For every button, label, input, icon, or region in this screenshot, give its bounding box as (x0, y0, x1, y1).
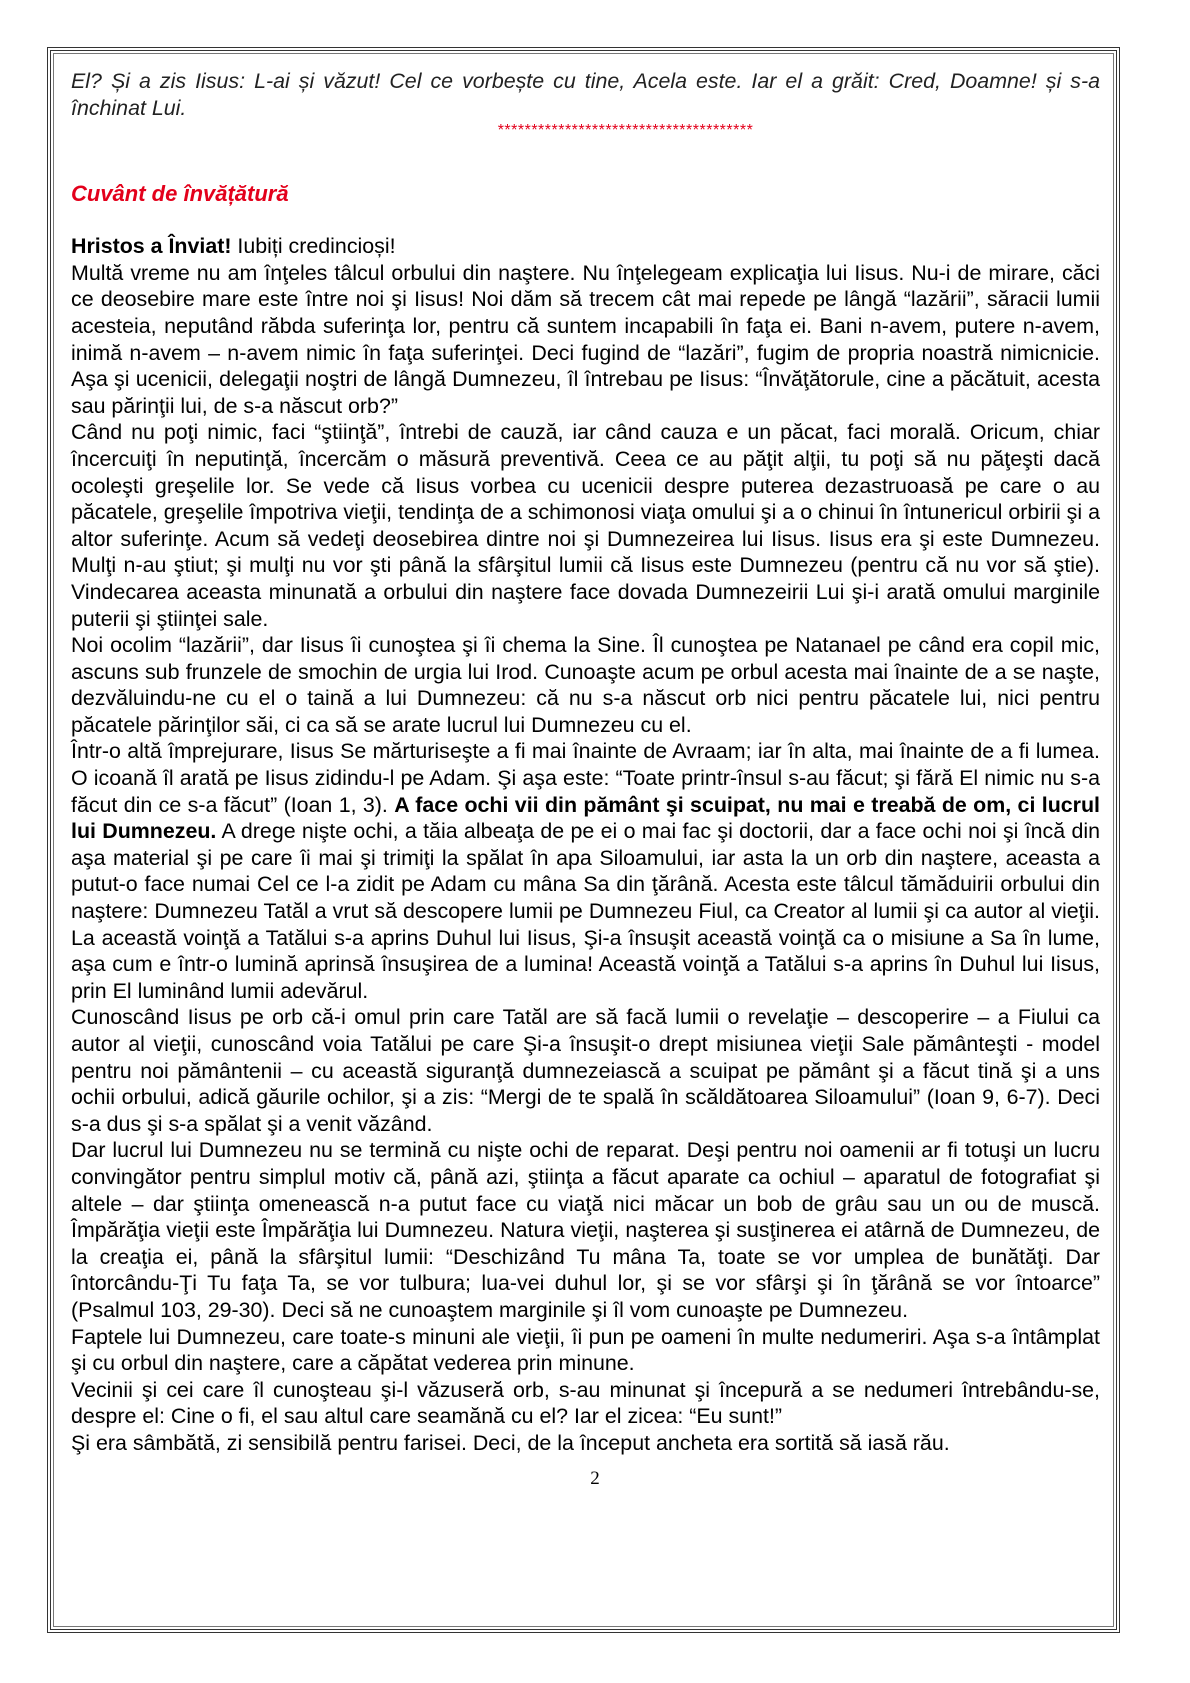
paragraph (71, 1004, 1100, 1137)
paragraph (71, 1324, 1100, 1377)
paragraph-text: Când nu poţi nimic, faci “ştiinţă”, întrebi de cauză, iar când cauza e un păcat, faci morală. Oricum, chiar încercuiţi în neputinţă, încercăm o măsură preventivă. Ceea ce au păţit alţii, tu poţi să nu păţeşti dacă ocoleşti greşelile lor. Se vede că Iisus vorbea cu ucenicii despre puterea dezastruoasă pe care o au păcatele, greşelile împotriva vieţii, tendinţa de a schimonosi viaţa omului şi a o chinui în întunericul orbirii şi a altor suferinţe. Acum să vedeţi deosebirea dintre noi şi Dumnezeirea lui Iisus. Iisus era şi este Dumnezeu. Mulţi n-au ştiut; şi mulţi nu vor şti până la sfârşitul lumii că Iisus este Dumnezeu (pentru că nu vor să ştie). Vindecarea aceasta minunată a orbului din naştere face dovada Dumnezeirii Lui şi-i arată omului marginile puterii şi ştiinţei sale. (71, 420, 1100, 631)
paragraph (71, 738, 1100, 1004)
paragraph-text: Vecinii şi cei care îl cunoşteau şi-l văzuseră orb, s-au minunat şi începură a se nedumeri întrebându-se, despre el: Cine o fi, el sau altul care seamănă cu el? Iar el zicea: “Eu sunt!” (71, 1377, 1100, 1429)
paragraph-text: Multă vreme nu am înţeles tâlcul orbului din naştere. Nu înţelegeam explicaţia lui Iisus. Nu-i de mirare, căci ce deosebire mare este între noi şi Iisus! Noi dăm să trecem cât mai repede pe lângă “lazării”, săracii lumii acesteia, neputând răbda suferinţa lor, pentru că suntem incapabili în faţa ei. Bani n-avem, putere n-avem, inimă n-avem – n-avem nimic în faţa suferinţei. Deci fugind de “lazări”, fugim de propria noastră nimicnicie. Aşa şi ucenicii, delegaţii noştri de lângă Dumnezeu, îl întrebau pe Iisus: “Învăţătorule, cine a păcătuit, acesta sau părinţii lui, de s-a născut orb?” (71, 260, 1100, 418)
paragraph-text: Noi ocolim “lazării”, dar Iisus îi cunoştea şi îi chema la Sine. Îl cunoştea pe Natanael pe când era copil mic, ascuns sub frunzele de smochin de urgia lui Irod. Cunoaşte acum pe orbul acesta mai înainte de a se naşte, dezvăluindu-ne cu el o taină a lui Dumnezeu: că nu s-a născut orb nici pentru păcatele lui, nici pentru păcatele părinţilor săi, ci ca să se arate lucrul lui Dumnezeu cu el. (71, 633, 1100, 737)
sermon-body (71, 233, 1100, 1456)
paragraph-text: A drege nişte ochi, a tăia albeaţa de pe ei o mai fac şi doctorii, dar a face ochi noi şi încă din aşa material şi pe care îi mai şi trimiţi la spălat în apa Siloamului, iar asta la un orb din naştere, aceasta a putut-o face numai Cel ce l-a zidit pe Adam cu mâna Sa din ţărână. Acesta este tâlcul tămăduirii orbului din naştere: Dumnezeu Tatăl a vrut să descopere lumii pe Dumnezeu Fiul, ca Creator al lumii şi ca autor al vieţii. La această voinţă a Tatălui s-a aprins Duhul lui Iisus, Şi-a însuşit această voinţă ca o misiune a Sa în lume, aşa cum e într-o lumină aprinsă însuşirea de a lumina! Această voinţă a Tatălui s-a aprins în Duhul lui Iisus, prin El luminând lumii adevărul. (71, 819, 1101, 1003)
intro-quote: El? Și a zis Iisus: L-ai și văzut! Cel ce vorbește cu tine, Acela este. Iar el a grăit: Cred, Doamne! și s-a închinat Lui. (71, 69, 1100, 120)
paragraph (71, 632, 1100, 738)
paragraph-text: Şi era sâmbătă, zi sensibilă pentru farisei. Deci, de la început ancheta era sortită să iasă rău. (71, 1430, 950, 1455)
paragraph-text: Într-o altă împrejurare, Iisus Se mărturiseşte a fi mai înainte de Avraam; iar în alta, mai înainte de a fi lumea. O icoană îl arată pe Iisus zidindu-l pe Adam. Şi aşa este: “Toate printr-însul s-au făcut; şi fără El nimic nu s-a făcut din ce s-a făcut” (Ioan 1, 3). (71, 739, 1100, 817)
greeting-rest: Iubiți credincioși! (231, 234, 396, 259)
paragraph (71, 1430, 1100, 1457)
greeting-bold: Hristos a Înviat! (71, 234, 232, 259)
separator-stars: ************************************** (497, 122, 754, 140)
paragraph-text: Cunoscând Iisus pe orb că-i omul prin care Tatăl are să facă lumii o revelaţie – descoperire – a Fiului ca autor al vieţii, cunoscând voia Tatălui pe care Şi-a însuşit-o drept misiunea vieţii Sale pământeşti - model pentru noi pământenii – cu această siguranţă dumnezeiască a scuipat pe pământ şi a făcut tină şi a uns ochii orbului, adică găurile ochilor, şi a zis: “Mergi de te spală în scăldătoarea Siloamului” (Ioan 9, 6-7). Deci s-a dus şi s-a spălat şi a venit văzând. (71, 1005, 1100, 1136)
paragraph (71, 1137, 1100, 1323)
document-content (71, 68, 1100, 1457)
paragraph (71, 260, 1100, 420)
paragraph-text: Dar lucrul lui Dumnezeu nu se termină cu nişte ochi de reparat. Deşi pentru noi oamenii ar fi totuşi un lucru convingător pentru simplul motiv că, până azi, ştiinţa a făcut aparate ca ochiul – aparatul de fotografiat şi altele – dar ştiinţa omenească n-a putut face cu viaţă nici măcar un bob de grâu sau un ou de muscă. Împărăţia vieţii este Împărăţia lui Dumnezeu. Natura vieţii, naşterea şi susţinerea ei atârnă de Dumnezeu, de la creaţia ei, până la sfârşitul lumii: “Deschizând Tu mâna Ta, toate se vor umplea de bunătăţi. Dar întorcându-Ţi Tu faţa Ta, se vor tulbura; lua-vei duhul lor, şi se vor sfârşi şi în ţărână se vor întoarce” (Psalmul 103, 29-30). Deci să ne cunoaştem marginile şi îl vom cunoaşte pe Dumnezeu. (71, 1138, 1100, 1322)
paragraph-list (71, 260, 1100, 1457)
paragraph (71, 419, 1100, 632)
paragraph-emphasis: A face ochi vii din pământ şi scuipat, nu mai e treabă de om, ci lucrul lui Dumnezeu. (71, 792, 1101, 844)
paragraph (71, 1377, 1100, 1430)
greeting (71, 233, 1100, 260)
page-number: 2 (590, 1468, 600, 1489)
paragraph-text: Faptele lui Dumnezeu, care toate-s minuni ale vieţii, îi pun pe oameni în multe nedumeriri. Aşa s-a întâmplat şi cu orbul din naştere, care a căpătat vederea prin minune. (71, 1324, 1100, 1376)
section-heading: Cuvânt de învățătură (71, 181, 289, 207)
